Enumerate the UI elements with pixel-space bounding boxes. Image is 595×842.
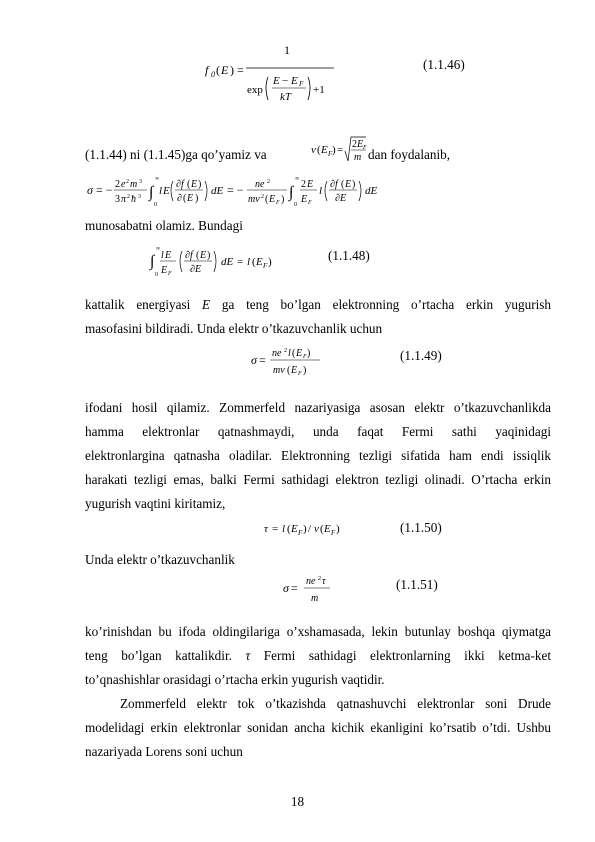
svg-text:=: = <box>259 353 266 367</box>
svg-text:f: f <box>205 63 209 77</box>
equation-number-1-1-50: (1.1.50) <box>400 520 442 535</box>
svg-text:E: E <box>187 193 194 204</box>
svg-text:2: 2 <box>261 194 264 200</box>
svg-text:dE: dE <box>221 256 234 268</box>
svg-text:): ) <box>332 144 336 156</box>
svg-text:ne: ne <box>255 179 265 190</box>
svg-text:dE: dE <box>365 185 378 197</box>
svg-text:E: E <box>307 179 314 190</box>
svg-text:l: l <box>247 256 251 268</box>
svg-text:F: F <box>303 354 307 360</box>
svg-text:∂f: ∂f <box>185 250 193 261</box>
formula-relaxation-time <box>262 516 362 540</box>
paragraph-ifoda-line-3: elektronlargina qatnasha oladilar. Elektronning tezligi sifatida ham endi issiqlik <box>85 448 551 463</box>
substitute-suffix: dan foydalanib, <box>368 147 451 162</box>
equation-number-1-1-48: (1.1.48) <box>328 248 370 263</box>
svg-text:0: 0 <box>294 202 297 208</box>
svg-text:∞: ∞ <box>155 176 160 182</box>
svg-text:= −: = − <box>96 183 113 197</box>
svg-text:): ) <box>303 365 307 376</box>
svg-text:3: 3 <box>139 179 142 185</box>
svg-text:τ: τ <box>322 576 326 587</box>
svg-text:∫: ∫ <box>289 184 294 201</box>
svg-text:l: l <box>161 250 164 261</box>
svg-text:3: 3 <box>138 194 141 200</box>
svg-text:l: l <box>288 348 291 359</box>
svg-text:e: e <box>121 179 126 190</box>
formula-fermi-velocity <box>310 133 366 165</box>
svg-text:F: F <box>331 529 336 537</box>
svg-text:): ) <box>198 179 202 190</box>
svg-text:E: E <box>221 63 229 77</box>
paragraph-zommerfeld-line-3: nazariyada Lorens soni uchun <box>85 744 243 759</box>
svg-text:(: ( <box>341 179 345 190</box>
paragraph-munosabat: munosabatni olamiz. Bundagi <box>85 218 243 233</box>
svg-text:2: 2 <box>267 179 270 185</box>
svg-text:E: E <box>296 348 303 359</box>
svg-text:F: F <box>168 271 172 277</box>
svg-text:E: E <box>273 75 280 87</box>
svg-text:2: 2 <box>115 179 120 190</box>
equation-number-1-1-49: (1.1.49) <box>400 348 442 363</box>
svg-text:): ) <box>195 193 199 204</box>
paragraph-ifoda-line-4: harakati tezligi emas, balki Fermi sathidagi elektron tezligi olinadi. O’rtacha erkin <box>85 472 551 487</box>
svg-text:0: 0 <box>154 202 157 208</box>
svg-text:−: − <box>282 75 289 87</box>
paragraph-ifoda-line-5: yugurish vaqtini kiritamiz, <box>85 496 226 511</box>
svg-text:F: F <box>298 371 302 377</box>
svg-text:F: F <box>328 150 333 158</box>
svg-text:ħ: ħ <box>131 194 136 205</box>
paragraph-kattalik-line-1: kattalik energiyasi E ga teng bo’lgan elektronning o’rtacha erkin yugurish <box>85 297 551 312</box>
svg-text:v: v <box>311 144 316 156</box>
svg-text:=: = <box>272 523 279 535</box>
svg-text:∂f: ∂f <box>176 179 184 190</box>
svg-text:(: ( <box>317 144 321 156</box>
svg-text:(: ( <box>292 348 296 359</box>
svg-text:E: E <box>191 179 198 190</box>
svg-text:1: 1 <box>284 43 290 57</box>
svg-text:): ) <box>336 523 340 535</box>
tau-symbol: τ <box>245 648 251 663</box>
svg-text:=: = <box>237 256 244 268</box>
svg-text:E: E <box>291 365 298 376</box>
svg-text:(: ( <box>187 179 191 190</box>
svg-text:∫: ∫ <box>149 184 154 201</box>
svg-text:+1: +1 <box>313 84 325 96</box>
svg-text:/: / <box>308 523 312 535</box>
formula-conductivity-drude-form <box>282 570 342 610</box>
svg-text:= −: = − <box>227 183 244 197</box>
paragraph-zommerfeld-line-1: Zommerfeld elektr tok o’tkazishda qatnashuvchi elektronlar soni Drude <box>120 696 551 711</box>
svg-text:E: E <box>357 139 364 150</box>
svg-text:2: 2 <box>126 179 129 185</box>
svg-text:F: F <box>308 200 312 206</box>
svg-text:σ: σ <box>251 353 257 367</box>
svg-text:E: E <box>301 194 308 205</box>
svg-text:(: ( <box>216 63 220 77</box>
formula-conductivity-sommerfeld <box>250 342 330 382</box>
svg-text:): ) <box>207 250 211 261</box>
svg-text:dE: dE <box>211 185 224 197</box>
svg-text:E: E <box>165 250 172 261</box>
page-number: 18 <box>290 794 305 809</box>
svg-text:): ) <box>307 348 311 359</box>
formula-conductivity-integral <box>85 172 415 210</box>
svg-text:m: m <box>130 179 138 190</box>
svg-text:0: 0 <box>211 70 215 79</box>
svg-text:∂E: ∂E <box>335 193 347 204</box>
svg-text:0: 0 <box>155 272 158 278</box>
paragraph-ifoda-line-1: ifodani hosil qilamiz. Zommerfeld nazariyasiga asosan elektr o’tkazuvchanlikda <box>85 400 551 415</box>
svg-text:mv: mv <box>273 365 285 376</box>
formula-fermi-dirac <box>200 40 340 106</box>
svg-text:E: E <box>324 523 331 535</box>
svg-text:E: E <box>161 265 168 276</box>
paragraph-korinish-line-3: to’qnashishlar orasidagi o’rtacha erkin yugurish vaqtidir. <box>85 672 385 687</box>
svg-text:E: E <box>321 144 328 156</box>
equation-number-1-1-46: (1.1.46) <box>423 57 465 72</box>
formula-mean-free-path <box>148 243 298 279</box>
svg-text:σ: σ <box>87 183 93 197</box>
paragraph-korinish-line-1: ko’rinishdan bu ifoda oldingilariga o’xshamasada, lekin butunlay boshqa qiymatga <box>85 624 551 639</box>
paragraph-unda: Unda elektr o’tkazuvchanlik <box>85 552 235 567</box>
svg-text:E: E <box>256 256 263 268</box>
svg-text:m: m <box>354 152 362 163</box>
svg-text:σ: σ <box>283 581 289 595</box>
svg-text:F: F <box>299 80 304 88</box>
svg-text:E: E <box>345 179 352 190</box>
svg-text:): ) <box>281 194 285 205</box>
svg-text:(: ( <box>252 256 256 268</box>
svg-text:F: F <box>298 529 303 537</box>
paragraph-korinish-line-2: teng bo’lgan kattalikdir. τ Fermi sathidagi elektronlarning ikki ketma-ket <box>85 648 551 663</box>
svg-text:l: l <box>282 523 286 535</box>
svg-text:E: E <box>291 75 298 87</box>
svg-text:m: m <box>311 593 319 604</box>
svg-text:l: l <box>319 185 323 197</box>
svg-text:): ) <box>230 63 234 77</box>
svg-text:=: = <box>291 581 298 595</box>
energy-symbol: E <box>202 297 211 312</box>
svg-text:E: E <box>269 194 276 205</box>
svg-text:v: v <box>314 523 319 535</box>
svg-text:l: l <box>159 185 163 197</box>
svg-text:(: ( <box>287 365 291 376</box>
svg-text:): ) <box>303 523 307 535</box>
svg-text:(: ( <box>287 523 291 535</box>
svg-text:(: ( <box>320 523 324 535</box>
svg-text:(: ( <box>196 250 200 261</box>
svg-text:): ) <box>352 179 356 190</box>
svg-text:=: = <box>337 144 344 156</box>
svg-text:=: = <box>237 63 244 77</box>
substitute-prefix: (1.1.44) ni (1.1.45)ga qo’yamiz va <box>85 147 267 162</box>
svg-text:exp: exp <box>247 84 263 96</box>
svg-text:2: 2 <box>318 576 321 582</box>
svg-text:E: E <box>200 250 207 261</box>
paragraph-ifoda-line-2: hamma elektronlar qatnashmaydi, unda faqat Fermi sathi yaqinidagi <box>85 424 551 439</box>
svg-text:mv: mv <box>248 194 260 205</box>
svg-text:∂f: ∂f <box>330 179 338 190</box>
svg-text:E: E <box>291 523 298 535</box>
svg-text:∫: ∫ <box>150 253 155 270</box>
paragraph-kattalik-line-2: masofasini bildiradi. Unda elektr o’tkazuvchanlik uchun <box>85 321 383 336</box>
svg-text:∞: ∞ <box>156 246 161 252</box>
svg-text:(: ( <box>265 194 269 205</box>
svg-text:2: 2 <box>301 179 306 190</box>
svg-text:3: 3 <box>115 194 120 205</box>
svg-text:2: 2 <box>284 348 287 354</box>
svg-text:∂: ∂ <box>177 193 182 204</box>
svg-text:F: F <box>263 262 268 270</box>
svg-text:π: π <box>121 194 127 205</box>
svg-text:ne: ne <box>306 576 316 587</box>
svg-text:∞: ∞ <box>295 176 300 182</box>
svg-text:F: F <box>363 145 367 151</box>
svg-text:F: F <box>276 200 280 206</box>
svg-text:∂E: ∂E <box>190 264 202 275</box>
svg-text:): ) <box>268 256 272 268</box>
svg-text:kT: kT <box>280 91 291 103</box>
svg-text:(: ( <box>183 193 187 204</box>
svg-text:τ: τ <box>264 523 268 535</box>
paragraph-zommerfeld-line-2: modelidagi erkin elektronlar sonidan ancha kichik ekanligini ko’rsatib o’tdi. Ushbu <box>85 720 551 735</box>
equation-number-1-1-51: (1.1.51) <box>396 577 438 592</box>
svg-text:ne: ne <box>272 348 282 359</box>
svg-text:E: E <box>163 185 170 197</box>
svg-text:2: 2 <box>352 139 357 150</box>
svg-text:2: 2 <box>127 194 130 200</box>
